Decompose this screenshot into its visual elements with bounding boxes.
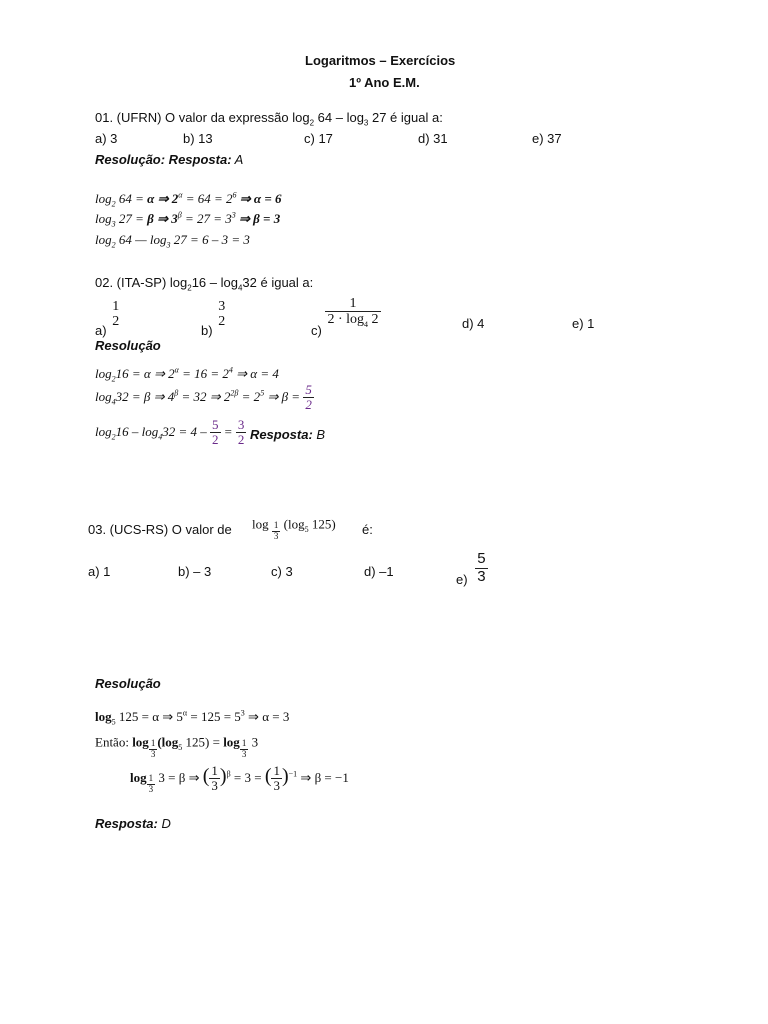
q2-option-d: d) 4 xyxy=(462,316,485,331)
q1-step-3: $\log_2 64$ — $\log_3 27 = 6 - 3 = 3$ xyxy=(95,232,250,250)
q3-suffix: é: xyxy=(362,522,373,537)
q3-step-1: $\log_5 125 = \alpha$ ⇒ $5^\alpha = 125 = 5^3$ ⇒ α = 3 xyxy=(95,708,290,727)
q3-answer: Resposta: D xyxy=(95,816,171,831)
q1-option-c: c) 17 xyxy=(304,131,333,146)
q3-option-b: b) – 3 xyxy=(178,564,212,579)
q1-resolution: Resolução: Resposta: A xyxy=(95,152,244,167)
q3-resolution-label: Resolução xyxy=(95,676,161,691)
q2-step-2: $\log_432 = \beta$ ⇒ $4^\beta = 32$ ⇒ $2^{2\beta} = 2^5$ ⇒ β = $\frac{5}{2}$ xyxy=(95,382,312,413)
q1-option-a: a) 3 xyxy=(95,131,118,146)
q1-statement: 01. (UFRN) O valor da expressão $\log_2 64 - \log_3 27$ é igual a: xyxy=(95,110,443,128)
q3-option-d: d) –1 xyxy=(364,564,394,579)
q1-option-e: e) 37 xyxy=(532,131,562,146)
q1-step-1: $\log_2 64 = \alpha$ ⇒ $2^\alpha = 64 = 2^6$ ⇒ α = 6 xyxy=(95,190,282,209)
q2-step-3: $\log_216 - \log_432 = 4$ – $\frac{5}{2}$ = $\frac{3}{2}$ Resposta: B xyxy=(95,417,326,448)
q1-option-d: d) 31 xyxy=(418,131,448,146)
q2-option-b: b) 3 2 xyxy=(201,299,226,338)
q3-option-a: a) 1 xyxy=(88,564,111,579)
q2-step-1: $\log_216 = \alpha$ ⇒ $2^\alpha = 16 = 2^4$ ⇒ α = 4 xyxy=(95,365,279,384)
q1-option-b: b) 13 xyxy=(183,131,213,146)
q2-resolution-label: Resolução xyxy=(95,338,161,353)
q2-option-e: e) 1 xyxy=(572,316,595,331)
page-subtitle: 1º Ano E.M. xyxy=(349,75,420,90)
q3-step-3: log $\frac{1}{3}$ 3 = β ⇒ ( $\frac{1}{3}$ )$^\beta$ = 3 = ( $\frac{1}{3}$ )$^{-1}$ ⇒ β = −1 xyxy=(130,763,349,795)
q3-option-e: e) $\frac{5}{3}$ xyxy=(456,550,486,588)
q3-expression: log $\frac{1}{3}$ ($\log_5$ 125) xyxy=(252,516,336,541)
q2-statement: 02. (ITA-SP) $\log_216 - \log_432$ é igual a: xyxy=(95,275,314,293)
q3-statement: 03. (UCS-RS) O valor de xyxy=(88,522,232,537)
q3-option-c: c) 3 xyxy=(271,564,293,579)
q2-option-c: c) $\frac{1}{2 \cdot \log_4 2}$ xyxy=(311,296,379,339)
q2-option-a: a) 1 2 xyxy=(95,299,120,338)
page-title: Logaritmos – Exercícios xyxy=(305,53,456,68)
q1-step-2: $\log_3 27 = \beta$ ⇒ $3^\beta = 27 = 3^3$ ⇒ β = 3 xyxy=(95,210,281,229)
q3-step-2: Então: log $\frac{1}{3}$ ($\log_5$ 125) = log $\frac{1}{3}$ 3 xyxy=(95,734,259,759)
